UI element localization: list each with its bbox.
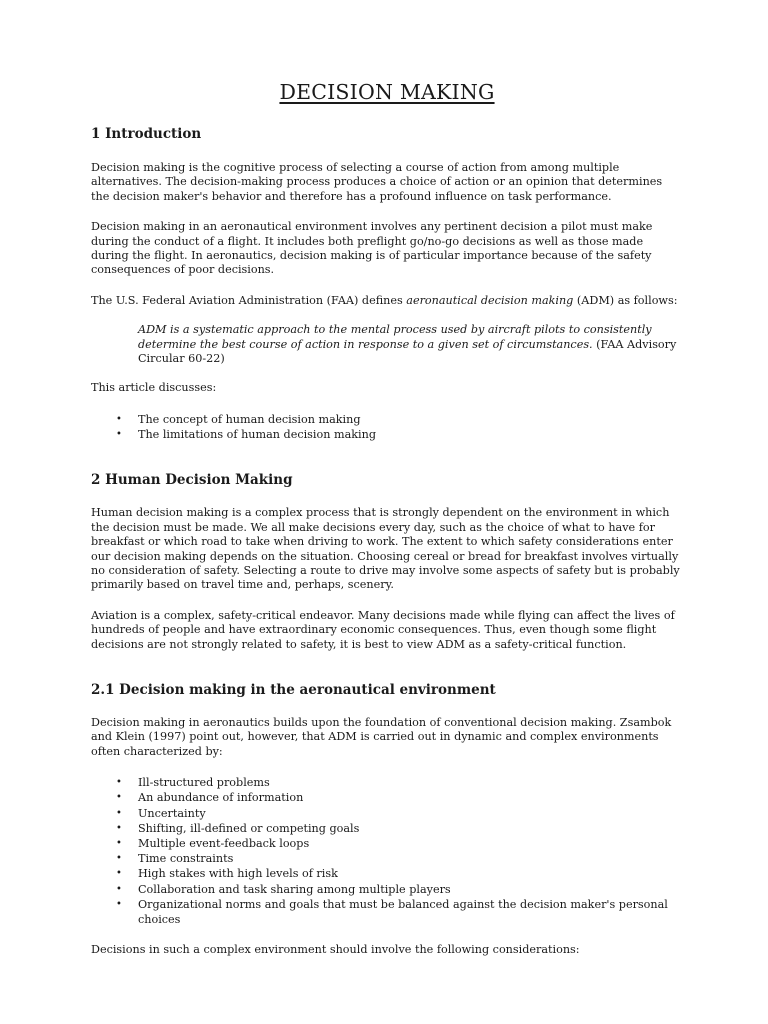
intro-paragraph-4: This article discusses: xyxy=(91,381,217,395)
list-item: • Collaboration and task sharing among multiple players xyxy=(116,882,451,896)
human-paragraph-1: Human decision making is a complex process that is strongly dependent on the environment in which the decision must be made. We all make decisions every day, such as the choice of what to have for breakfast or which road to take when driving to work. The extent to which safety considerations enter our decision making depends on the situation. Choosing cereal or bread for breakfast involves virtually no consideration of safety. Selecting a route to drive may involve some aspects of safety but is probably primarily based on travel time and, perhaps, scenery. xyxy=(91,506,680,592)
section-heading-introduction: 1 Introduction xyxy=(91,126,202,142)
list-item: • An abundance of information xyxy=(116,791,304,805)
bullet-icon: • xyxy=(116,777,122,789)
list-item: • Shifting, ill-defined or competing goals xyxy=(116,821,360,835)
bullet-icon: • xyxy=(116,853,122,865)
list-item: • Ill-structured problems xyxy=(116,776,270,790)
aero-bullet-list xyxy=(91,775,683,927)
list-item: • Time constraints xyxy=(116,852,234,866)
list-item: • The concept of human decision making xyxy=(116,412,361,426)
intro-paragraph-1: Decision making is the cognitive process of selecting a course of action from among multiple alternatives. The decision-making process produces a choice of action or an opinion that determines the decision maker's behavior and therefore has a profound influence on task performance. xyxy=(91,161,663,203)
bullet-icon: • xyxy=(116,807,122,819)
list-item: • High stakes with high levels of risk xyxy=(116,867,338,881)
bullet-icon: • xyxy=(116,792,122,804)
bullet-icon: • xyxy=(116,822,122,834)
section-heading-aeronautical-environment: 2.1 Decision making in the aeronautical environment xyxy=(91,681,496,698)
adm-term: aeronautical decision making xyxy=(406,293,574,307)
bullet-icon: • xyxy=(116,429,122,441)
intro-paragraph-2: Decision making in an aeronautical environment involves any pertinent decision a pilot must make during the conduct of a flight. It includes both preflight go/no-go decisions as well as those made during the flight. In aeronautics, decision making is of particular importance because of the safety consequences of poor decisions. xyxy=(91,220,653,277)
bullet-icon: • xyxy=(116,883,122,895)
document-title: DECISION MAKING xyxy=(279,80,495,104)
aero-paragraph-2: Decisions in such a complex environment should involve the following considerations: xyxy=(91,943,580,957)
bullet-icon: • xyxy=(116,868,122,880)
list-item: • Organizational norms and goals that must be balanced against the decision maker's personal choices xyxy=(116,897,668,926)
aero-paragraph-1: Decision making in aeronautics builds upon the foundation of conventional decision making. Zsambok and Klein (1997) point out, however, that ADM is carried out in dynamic and complex environments often characterized by: xyxy=(91,715,672,758)
quote-source: (FAA Advisory Circular 60-22) xyxy=(138,337,677,366)
section-heading-human-decision-making: 2 Human Decision Making xyxy=(91,472,293,489)
intro-paragraph-3: The U.S. Federal Aviation Administration (FAA) defines aeronautical decision making (ADM) as follows: xyxy=(91,293,678,307)
list-item: • Uncertainty xyxy=(116,806,206,820)
list-item: • The limitations of human decision making xyxy=(116,428,376,442)
document-page xyxy=(91,80,683,958)
bullet-icon: • xyxy=(116,413,122,425)
bullet-icon: • xyxy=(116,837,122,849)
intro-bullet-list xyxy=(91,412,683,442)
list-item: • Multiple event-feedback loops xyxy=(116,836,310,850)
human-paragraph-2: Aviation is a complex, safety-critical endeavor. Many decisions made while flying can affect the lives of hundreds of people and have extraordinary economic consequences. Thus, even though some flight decisions are not strongly related to safety, it is best to view ADM as a safety-critical function. xyxy=(91,608,675,651)
bullet-icon: • xyxy=(116,898,122,910)
adm-definition-quote: ADM is a systematic approach to the mental process used by aircraft pilots to consistently determine the best course of action in response to a given set of circumstances. (FAA Advisory Circular 60-22) xyxy=(138,323,677,366)
